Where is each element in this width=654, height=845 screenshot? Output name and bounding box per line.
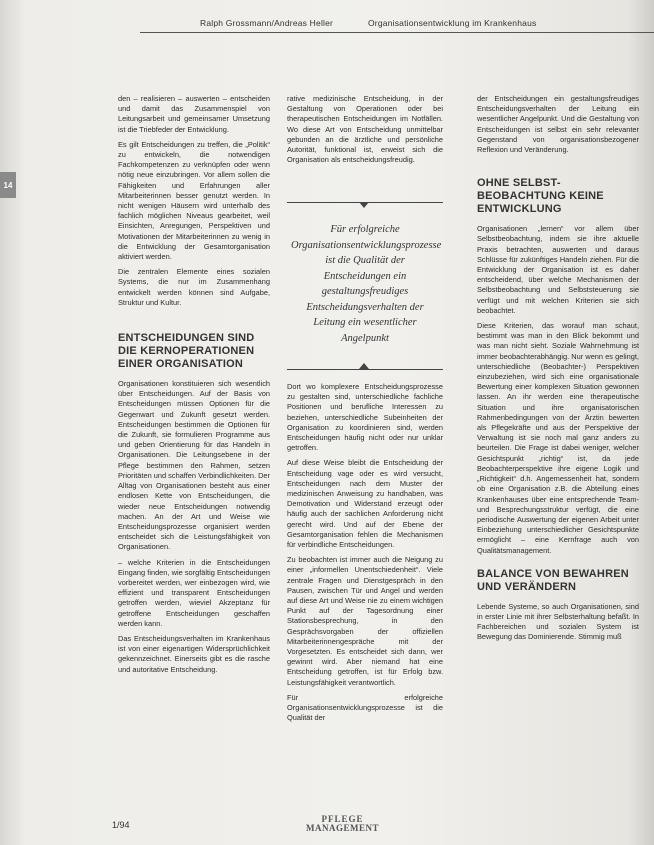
paragraph: Das Entscheidungsverhalten im Krankenhaus ist von einer eigenartigen Widersprüchlichkeit gekennzeichnet. Einerseits gibt es die rasche und autoritative Entscheidung. [118,633,270,674]
paragraph: Dort wo komplexere Entscheidungsprozesse zu gestalten sind, unterschiedliche fachliche Positionen und berufliche Interessen zu beziehen, unterschiedliche Subeinheiten der Organisation zu koordinieren sind, werden Entscheidungen häufig nicht oder nur unklar getroffen. [287,382,443,453]
logo-line: MANAGEMENT [306,823,379,833]
paragraph: Die zentralen Elemente eines sozialen Systems, die nur im Zusammenhang entwickelt werden können sind Aufgabe, Struktur und Kultur. [118,267,270,307]
paragraph: Es gilt Entscheidungen zu treffen, die „Politik“ zu entwickeln, die notwendigen Fachkompetenzen zu verknüpfen oder wenn nötig neue einzubringen. Vor allem sollen die Fähigkeiten und Erfahrungen aller Mitarbeiterinnen besser genutzt werden. In nicht wenigen Häusern wird unterhalb des fachlich möglichen Niveaus gearbeitet, weil Einsichten, Anregungen, Perspektiven und Motivationen der Mitarbeiterinnen zu wenig in die Entwicklung der Gesamtorganisation aktiviert werden. [118,139,270,262]
paragraph: Diese Kriterien, das worauf man schaut, bestimmt was man in den Blick bekommt und was man nicht sieht. Soziale Wahrnehmung ist immer beobachterabhängig. Nur wenn es gelingt, unterschiedliche (Beobachter-) Perspektiven einzubeziehen, wird sich eine organisationale Bewertung einer komplexen Situation gewonnen lassen. An ihr werden eine therapeutische Situation und ihre organisatorischen Rahmenbedingungen von der Ärztin bewerten als Pflegekräfte und aus der Perspektive der Verwaltung ist sie noch mal ganz anders zu beurteilen. Die Frage ist dabei weniger, welcher Gesichtspunkt „richtig“ ist, da jede Beobachterperspektive ihre eigene Logik und „Richtigkeit“ d.h. Angemessenheit hat, sondern ob eine Organisation z.B. die Abteilung eines Krankenhauses über eine entsprechende Team- und Besprechungsstruktur verfügt, die eine periodische Auswertung der eigenen Arbeit unter Einbeziehung unterschiedlicher Gesichtspunkte ermöglicht – eine Kernfrage auch von Qualitätsmanagement. [477,321,639,555]
paragraph: der Entscheidungen ein gestaltungsfreudiges Entscheidungsverhalten der Leitung ein wesentlicher Angelpunkt. Und die Gestaltung von Entscheidungen ist selbst ein sehr relevanter Gegenstand von organisationsbezogener Reflexion und Veränderung. [477,94,639,155]
header-authors: Ralph Grossmann/Andreas Heller [200,18,334,28]
issue-number: 1/94 [112,820,130,830]
section-heading: BALANCE VON BEWAHREN UND VERÄNDERN [477,567,629,593]
pull-quote [287,202,443,372]
paragraph: – welche Kriterien in die Entscheidungen Eingang finden, wie sorgfältig Entscheidungen vorbereitet werden, wer einbezogen wird, wie effizient und transparent Entscheidungen getroffen werden, wieviel Akzeptanz für getroffene Entscheidungen geschaffen werden kann. [118,557,270,628]
paragraph: Organisationen konstituieren sich wesentlich über Entscheidungen. Auf der Basis von Entscheidungen müssen Optionen für die Gegenwart und Zukunft gesetzt werden. Entscheidungen bestimmen die Optionen für die Zukunft, sie formulieren Programme aus und geben Orientierung für das Handeln in Organisationen. Die Leitungsebene in der Pflege bestimmen den Rahmen, setzen Prioritäten und schaffen Verbindlichkeiten. Der Alltag von Organisationen besteht aus einer endlosen Kette von Entscheidungen, die wieder neue Entscheidungen notwendig machen. An der Art und Weise wie Entscheidungsprozesse organisiert werden entscheidet sich die Leistungsfähigkeit von Organisationen. [118,379,270,552]
paragraph: Organisationen „lernen“ vor allem über Selbstbeobachtung, indem sie ihre aktuelle Praxis betrachten, auswerten und daraus Schlüsse für zukünftiges Handeln ziehen. Für die Entwicklung der Organisation ist es daher entscheidend, über welche Mechanismen der Selbstbeobachtung und Selbststeuerung sie verfügt und mit welchen Kriterien sie sich beobachtet. [477,224,639,315]
section-heading: ENTSCHEIDUNGEN SIND DIE KERNOPERATIONEN EINER ORGANISATION [118,332,255,371]
column-middle-lower [287,382,443,729]
quote-rule-bottom [287,369,443,370]
paragraph: rative medizinische Entscheidung, in der Gestaltung von Operationen oder bei therapeutischen Entscheidungen im Notfällen. Wo diese Art von Entscheidung unmittelbar gebunden an die ärztliche und persönliche Autorität, funktional ist, erweist sich die Organisation als entscheidungsfreudig. [287,94,443,165]
paragraph: Auf diese Weise bleibt die Entscheidung der Entscheidung vage oder es wird versucht, Entscheidungen nach dem Muster der medizinischen Anweisung zu handhaben, was Demotivation und Widerstand erzeugt oder häufig auch der sachlichen Anforderung nicht gerecht wird. Und auf der Ebene der Gesamtorganisation fehlen die Mechanismen für verbindliche Entscheidungen. [287,458,443,550]
paragraph: Lebende Systeme, so auch Organisationen, sind in erster Linie mit ihrer Selbsterhaltung befaßt. In Fachbereichen und sozialen System ist Bewegung das Dominierende. Stimmig muß [477,601,639,642]
page-tab: 14 [0,172,16,198]
pull-quote-text: Für erfolgreiche Organisationsentwicklungsprozesse ist die Qualität der Entscheidungen ein gestaltungsfreudiges Entscheidungsverhalten der Leitung ein wesentlicher Angelpunkt [291,224,442,344]
paragraph: den – realisieren – auswerten – entscheiden und damit das Zusammenspiel von Leitungsarbeit und gemeinsamer Umsetzung ist die Triebfeder der Entwicklung. [118,94,270,134]
column-middle [287,94,443,204]
paragraph: Für erfolgreiche Organisationsentwicklungsprozesse ist die Qualität der [287,692,443,723]
magazine-logo [306,815,379,833]
paragraph: Zu beobachten ist immer auch die Neigung zu einer „informellen Unentschiedenheit“. Viele zentrale Fragen und Dienstgespräch in den Pausen, zwischen Tür und Angel und werden auf diese Art und Weise nie zu einem wichtigen Punkt auf der Tagesordnung einer Stationsbesprechung, in den Gesprächsvorgaben der offiziellen Mitarbeiterinnengespräche mit der Vorgesetzten. Es entscheidet sich dann, wer gewinnt wird. Aber niemand hat eine Entscheidung getroffen, ist für Erfolg bzw. Leistungsfähigkeit verantwortlich. [287,555,443,687]
triangle-down-icon [359,202,369,208]
column-right [477,94,639,648]
header-title: Organisationsentwicklung im Krankenhaus [368,18,537,28]
column-left [118,94,270,680]
running-header [140,16,654,33]
section-heading: OHNE SELBST-BEOBACHTUNG KEINE ENTWICKLUNG [477,177,604,216]
logo-line: PFLEGE [321,814,364,824]
